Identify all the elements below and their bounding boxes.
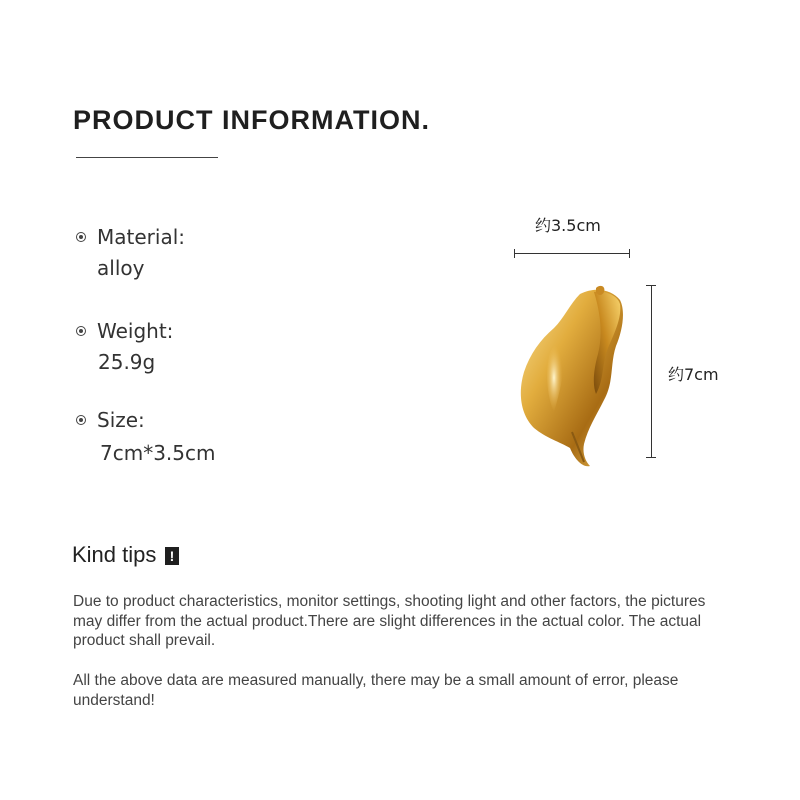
spec-label: Size: [97,408,145,432]
bullet-icon [76,326,86,336]
measurement-note-paragraph: All the above data are measured manually, there may be a small amount of error, please understand! [73,672,679,709]
page-title: PRODUCT INFORMATION. [73,105,430,135]
width-dimension-line [514,253,630,254]
title-underline [76,157,218,158]
width-dimension-label: 约3.5cm [535,216,601,235]
spec-value: 25.9g [98,350,156,374]
height-dimension-label: 约7cm [668,365,719,384]
bullet-icon [76,232,86,242]
spec-value: 7cm*3.5cm [100,441,216,465]
spec-value: alloy [97,256,145,280]
height-dimension-line [651,285,652,458]
width-dimension-tick [629,249,630,258]
height-dimension-tick [646,457,656,458]
bullet-icon [76,415,86,425]
gold-leaf-brooch-image [510,282,635,472]
spec-label: Material: [97,225,185,249]
disclaimer-paragraph: Due to product characteristics, monitor settings, shooting light and other factors, the pictures may differ from the actual product.There are slight differences in the actual color. The actual product shall prevail. [73,593,706,649]
height-dimension-tick [646,285,656,286]
exclamation-icon: ! [165,547,179,565]
width-dimension-tick [514,249,515,258]
kind-tips-heading: Kind tips [72,542,157,567]
spec-label: Weight: [97,319,174,343]
